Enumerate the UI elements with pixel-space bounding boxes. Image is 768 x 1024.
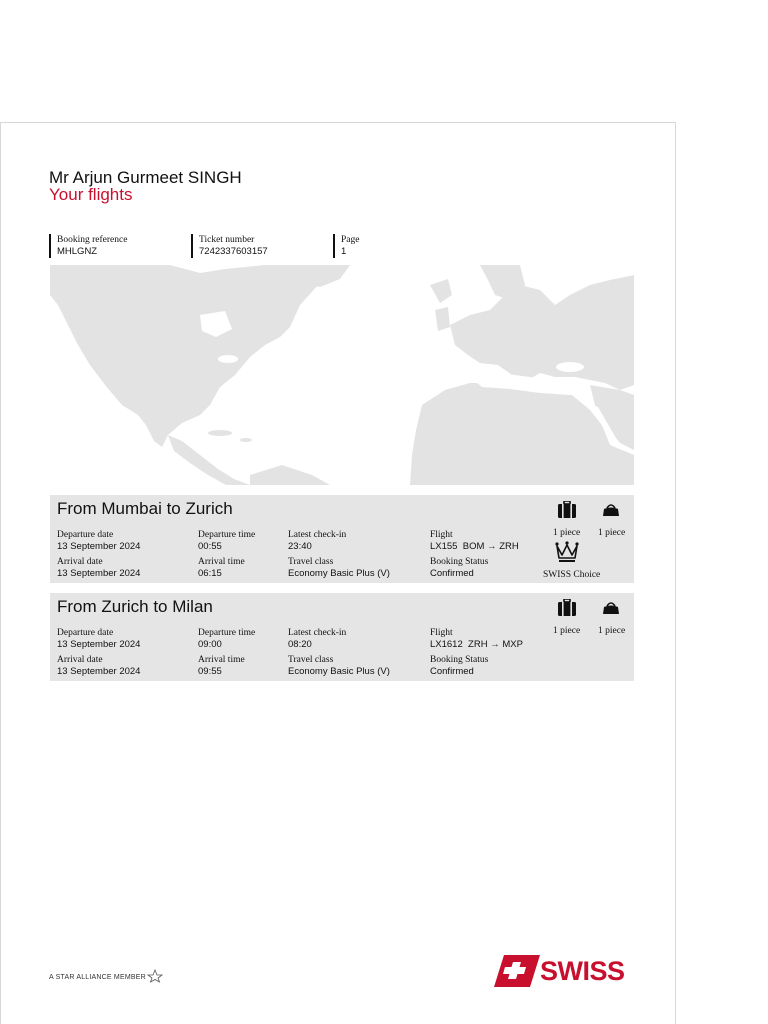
origin-code: ZRH [468,639,488,650]
booking-status-value: Confirmed [430,568,474,579]
route-title: From Mumbai to Zurich [57,499,233,518]
arrival-time-value: 06:15 [198,568,222,579]
booking-reference-label: Booking reference [57,235,128,245]
cabin-bag-icon [602,503,620,517]
flight-number [430,627,523,651]
arrival-date [57,654,140,678]
travel-class-value: Economy Basic Plus (V) [288,666,390,677]
departure-time-label: Departure time [198,530,256,540]
latest-checkin [288,529,346,553]
departure-time [198,529,255,553]
departure-date [57,627,140,651]
suitcase-icon [557,599,577,617]
arrival-time [198,556,245,580]
route-title: From Zurich to Milan [57,597,213,616]
flight-number [430,529,519,553]
flight-card-1 [50,495,634,583]
arrival-date-value: 13 September 2024 [57,666,141,677]
suitcase-icon [557,501,577,519]
booking-status [430,654,488,678]
destination-code: MXP [502,639,523,650]
latest-checkin-value: 08:20 [288,639,312,650]
ticket-number [191,234,268,258]
cabin-bag-allowance: 1 piece [598,528,626,538]
booking-status-value: Confirmed [430,666,474,677]
ticket-page [0,122,676,1024]
departure-date-value: 13 September 2024 [57,639,141,650]
flight-number-value: LX1612 [430,639,463,650]
arrival-time-label: Arrival time [198,655,245,665]
travel-class-label: Travel class [288,557,334,567]
ticket-number-value: 7242337603157 [199,246,268,257]
latest-checkin-label: Latest check-in [288,530,347,540]
star-alliance-icon [146,969,164,983]
departure-date [57,529,140,553]
passenger-name: Mr Arjun Gurmeet SINGH [49,168,242,187]
star-alliance-label: A STAR ALLIANCE MEMBER [49,974,146,981]
travel-class [288,556,390,580]
cabin-bag-icon [602,601,620,615]
flight-card-2 [50,593,634,681]
swiss-choice-label: SWISS Choice [543,570,601,580]
latest-checkin-value: 23:40 [288,541,312,552]
departure-time-label: Departure time [198,628,256,638]
departure-date-value: 13 September 2024 [57,541,141,552]
departure-time-value: 00:55 [198,541,222,552]
travel-class [288,654,390,678]
booking-status-label: Booking Status [430,557,489,567]
flight-value [430,541,519,553]
arrival-date-label: Arrival date [57,655,103,665]
origin-code: BOM [462,541,485,552]
latest-checkin-label: Latest check-in [288,628,347,638]
flight-value [430,639,523,651]
swiss-brand-wordmark: SWISS [540,956,625,986]
arrival-time-label: Arrival time [198,557,245,567]
departure-time-value: 09:00 [198,639,222,650]
page-number [333,234,359,258]
arrival-time-value: 09:55 [198,666,222,677]
arrival-date-value: 13 September 2024 [57,568,141,579]
flight-number-value: LX155 [430,541,458,552]
world-map-graphic [50,265,634,485]
document-title: Your flights [49,185,133,204]
page-number-value: 1 [341,246,347,257]
crown-icon [555,541,579,563]
arrival-date [57,556,140,580]
checked-bag-allowance: 1 piece [553,626,581,636]
world-map [50,265,634,485]
departure-date-label: Departure date [57,530,114,540]
departure-time [198,627,255,651]
ticket-number-label: Ticket number [199,235,255,245]
page-number-label: Page [341,235,360,245]
checked-bag-allowance: 1 piece [553,528,581,538]
travel-class-label: Travel class [288,655,334,665]
flight-label: Flight [430,530,453,540]
latest-checkin [288,627,346,651]
departure-date-label: Departure date [57,628,114,638]
destination-code: ZRH [499,541,519,552]
travel-class-value: Economy Basic Plus (V) [288,568,390,579]
swiss-flag-icon [494,955,540,987]
arrival-date-label: Arrival date [57,557,103,567]
booking-status [430,556,488,580]
arrow-right-icon: → [487,639,503,650]
booking-status-label: Booking Status [430,655,489,665]
arrival-time [198,654,245,678]
arrow-right-icon: → [484,541,500,552]
flight-label: Flight [430,628,453,638]
booking-reference-value: MHLGNZ [57,246,98,257]
cabin-bag-allowance: 1 piece [598,626,626,636]
booking-reference [49,234,127,258]
